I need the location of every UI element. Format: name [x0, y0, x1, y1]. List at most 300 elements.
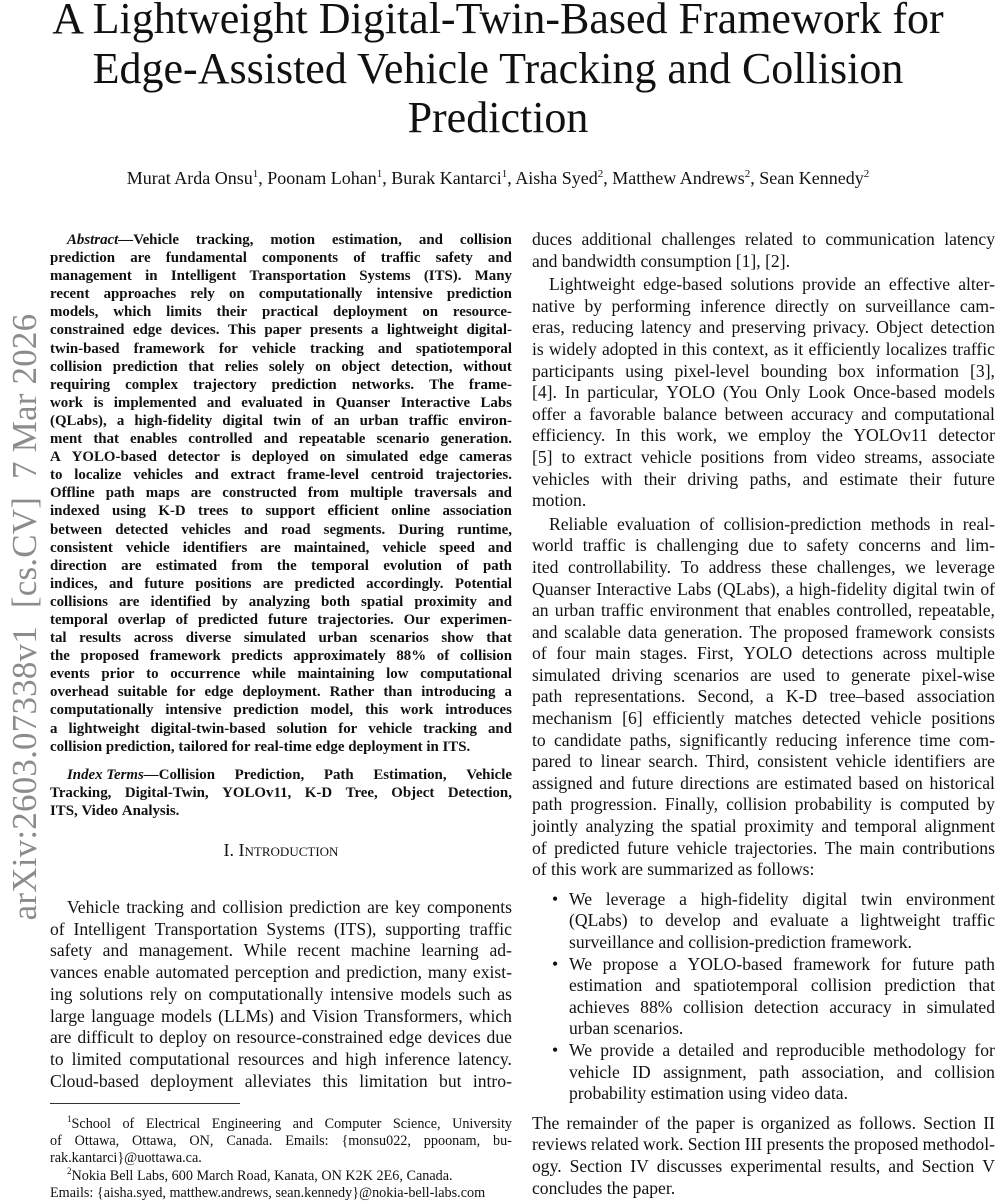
word: K2K	[345, 1167, 373, 1184]
word: multiple	[349, 485, 403, 502]
word: on	[228, 286, 245, 303]
word: vehicle	[125, 539, 170, 556]
word: and	[102, 940, 129, 961]
word: to	[50, 1048, 64, 1069]
word: traversals	[413, 485, 477, 502]
word: a	[785, 578, 794, 599]
word: high	[345, 1048, 377, 1069]
word: used	[782, 664, 816, 685]
word: results,	[829, 1155, 881, 1176]
word: suitable	[117, 684, 168, 701]
word: address	[708, 556, 762, 577]
text-line	[532, 1113, 995, 1135]
word: but	[439, 1070, 462, 1091]
word: sean.kennedy}@nokia-bell-labs.com	[275, 1184, 486, 1201]
word: ITS.	[442, 738, 471, 755]
text-line	[569, 954, 995, 976]
word: develop	[665, 910, 721, 931]
word: prediction	[271, 376, 337, 393]
text-line	[50, 521, 512, 539]
word: computationally	[208, 983, 324, 1004]
word: models,	[50, 304, 99, 321]
word: deployment	[333, 304, 408, 321]
text-line	[50, 249, 512, 267]
word: framework	[133, 340, 205, 357]
word: tracking	[126, 897, 184, 917]
word: effective	[888, 274, 951, 295]
word: rely	[149, 983, 178, 1004]
word: provide	[600, 1039, 655, 1060]
word: inference	[700, 295, 766, 316]
word: relies	[224, 358, 259, 375]
word: probability	[569, 1083, 647, 1104]
word: cameras	[459, 449, 512, 466]
word: experimen-	[440, 611, 512, 628]
word: of	[456, 557, 469, 574]
word: 2E6,	[376, 1167, 403, 1184]
word: Tracking,	[50, 785, 112, 802]
word: efficient	[327, 503, 379, 520]
word: positions	[931, 708, 995, 729]
word: experimental	[730, 1155, 823, 1176]
word: tal	[50, 630, 67, 647]
word: proximity	[414, 593, 477, 610]
text-line	[50, 962, 512, 984]
word: estimated	[784, 772, 852, 793]
word: search.	[648, 751, 698, 772]
word: consistent	[50, 539, 113, 556]
word: paper.	[632, 1177, 676, 1198]
word: path	[532, 686, 563, 707]
word: vehicle	[676, 837, 728, 858]
word: III	[744, 1134, 763, 1155]
word: discusses	[656, 1155, 723, 1176]
text-line	[532, 490, 995, 512]
word: generate	[850, 664, 911, 685]
word: environment	[906, 888, 995, 909]
word: recent	[50, 286, 90, 303]
word: additional	[581, 229, 652, 249]
word: trajectories.	[435, 467, 512, 484]
word: and	[532, 621, 558, 642]
author-name: Poonam Lohan	[267, 168, 377, 188]
word: Interactive	[400, 394, 471, 411]
word: are	[756, 772, 778, 793]
word: localize	[74, 467, 122, 484]
word: trajectories.	[317, 611, 394, 628]
text-line	[50, 285, 512, 303]
word: twin	[272, 412, 302, 429]
word: trajectory	[193, 376, 257, 393]
word: learning	[421, 940, 479, 961]
word: implemented	[113, 394, 197, 411]
word: detection	[930, 317, 995, 338]
word: detections	[801, 643, 874, 664]
word: inference	[384, 1048, 450, 1069]
word: K-D	[785, 686, 818, 707]
word: indices,	[50, 575, 98, 592]
text-line	[50, 683, 512, 701]
word: participants	[532, 360, 615, 381]
word: for	[974, 1039, 995, 1060]
word: computationally	[258, 286, 363, 303]
word: follows.	[858, 1112, 917, 1133]
word: prediction,	[346, 962, 422, 983]
paragraph	[532, 514, 995, 881]
text-line	[50, 430, 512, 448]
word: spatial	[361, 593, 404, 610]
text-line	[50, 394, 512, 412]
word: edge	[204, 684, 234, 701]
word: introducing	[421, 684, 496, 701]
word: framework	[855, 621, 933, 642]
word: controlled,	[836, 600, 913, 621]
word: of	[311, 412, 324, 429]
affiliation-mark: 1	[376, 168, 383, 180]
word: of	[436, 648, 450, 665]
text-line	[50, 267, 512, 285]
word: a	[679, 888, 687, 909]
word: driving	[611, 664, 663, 685]
bullet-icon: •	[552, 953, 559, 974]
word: online	[391, 503, 431, 520]
word: and	[599, 772, 625, 793]
word: and	[292, 1116, 314, 1132]
word: generation.	[440, 431, 512, 448]
text-line	[50, 484, 512, 502]
word: In	[564, 382, 580, 403]
word: concerns	[858, 535, 921, 556]
word: motion	[270, 232, 316, 248]
word: repeatable	[298, 431, 366, 448]
word: Video	[81, 803, 119, 820]
word: paper	[695, 1112, 735, 1133]
word: ment	[50, 431, 83, 448]
word: Digital-Twin,	[124, 785, 209, 802]
word: from	[773, 446, 808, 467]
word: Detection,	[447, 785, 512, 802]
word: ad-	[489, 940, 512, 961]
word: path	[105, 485, 135, 502]
word: detected	[802, 708, 861, 729]
word: lightweight	[68, 720, 140, 737]
section-heading-introduction	[50, 840, 512, 861]
word: is	[532, 338, 544, 359]
word: detector	[167, 449, 220, 466]
word: Transportation	[249, 268, 346, 285]
word: March	[196, 1167, 234, 1184]
word: to	[240, 503, 254, 520]
word: in	[312, 394, 326, 411]
word: Abstract—Vehicle	[67, 232, 179, 248]
word: Our	[403, 611, 431, 628]
word: methodology	[873, 1039, 967, 1060]
paper-title	[0, 0, 996, 143]
text-line	[50, 1133, 512, 1150]
word: and	[487, 250, 512, 267]
footnote	[50, 1165, 512, 1202]
word: associate	[931, 446, 995, 467]
word: methodol-	[922, 1134, 995, 1155]
word: of	[175, 611, 189, 628]
word: context,	[712, 338, 769, 359]
word: the	[50, 648, 70, 665]
word: centroid	[370, 467, 424, 484]
word: First,	[697, 643, 734, 664]
word: is	[635, 535, 647, 556]
word: consistent	[757, 751, 828, 772]
word: Intelligent	[73, 918, 146, 939]
word: of	[532, 837, 547, 858]
word: it	[793, 338, 804, 359]
word: detector	[938, 425, 995, 446]
text-line	[532, 557, 995, 579]
word: that	[968, 975, 995, 996]
word: ITS,	[50, 803, 78, 820]
inline-label: Index Terms—	[67, 767, 159, 783]
word: Quanser	[532, 578, 591, 599]
text-line	[532, 600, 995, 622]
word: intensive	[329, 983, 394, 1004]
arxiv-identifier-sidebar: arXiv:2603.07338v1 [cs.CV] 7 Mar 2026	[5, 313, 44, 921]
author-list	[0, 168, 996, 189]
word: related	[744, 229, 793, 249]
word: (QLabs),	[717, 578, 781, 599]
word: both	[321, 593, 350, 610]
word: preserving	[731, 317, 806, 338]
word: representations.	[574, 686, 686, 707]
word: work	[50, 394, 84, 411]
author-separator: ,	[603, 168, 613, 188]
word: maintained,	[293, 539, 370, 556]
text-line	[50, 376, 512, 394]
word: time	[919, 729, 951, 750]
text-line	[532, 425, 995, 447]
word: devices	[427, 1027, 481, 1048]
author-separator: ,	[258, 168, 268, 188]
word: Bell	[109, 1167, 134, 1184]
word: challenging	[656, 535, 739, 556]
word: adopted	[601, 338, 658, 359]
word: between	[50, 521, 103, 538]
word: to	[639, 910, 654, 931]
word: a	[116, 412, 125, 429]
word: prediction	[884, 975, 956, 996]
word: propose	[602, 953, 659, 974]
word: prediction	[112, 358, 178, 375]
word: Third,	[705, 751, 750, 772]
word: YOLO-based	[71, 449, 157, 466]
word: Transformers,	[364, 1005, 463, 1026]
word: and	[487, 539, 512, 556]
word: controlled	[188, 431, 253, 448]
word: using	[625, 360, 664, 381]
word: proposed	[783, 621, 849, 642]
word: lightweight	[860, 910, 941, 931]
word: an	[532, 600, 549, 621]
author-separator: ,	[382, 168, 392, 188]
word: resources	[237, 1048, 305, 1069]
word: proposed	[80, 648, 140, 665]
word: recent	[297, 940, 341, 961]
word: leverage	[605, 888, 666, 909]
word: reviews	[532, 1134, 587, 1155]
text-line	[532, 1178, 995, 1200]
affiliation-mark: 1	[252, 168, 259, 180]
word: frame-	[468, 376, 512, 393]
word: YOLOv11,	[222, 785, 292, 802]
word: and	[418, 232, 443, 248]
word: scalable	[564, 621, 621, 642]
word: solely	[268, 358, 305, 375]
word: multiple	[936, 643, 995, 664]
word: traffic	[952, 338, 995, 359]
text-line	[50, 784, 512, 802]
word: lim-	[965, 535, 995, 556]
word: and	[742, 1039, 768, 1060]
word: approximately	[293, 648, 386, 665]
text-line	[50, 738, 512, 756]
word: which	[113, 304, 152, 321]
word: object	[341, 358, 381, 375]
word: Quanser	[335, 394, 391, 411]
section-number: I.	[223, 840, 235, 860]
word: Intelligent	[170, 268, 237, 285]
word: vehicle	[870, 708, 922, 729]
text-line	[532, 665, 995, 687]
word: Second,	[697, 686, 754, 707]
word: contributions	[902, 837, 995, 858]
word: The	[749, 621, 777, 642]
word: main	[595, 643, 631, 664]
word: direction	[50, 557, 107, 574]
word: to	[139, 1027, 154, 1048]
bullet-icon: •	[552, 888, 559, 909]
word: to	[783, 535, 797, 556]
word: enable	[103, 962, 150, 983]
word: across	[882, 643, 927, 664]
word: efficiency.	[532, 425, 606, 446]
word: pixel-wise	[921, 664, 995, 685]
word: alter-	[958, 274, 995, 295]
word: for	[338, 720, 358, 737]
author-name: Murat Arda Onsu	[126, 168, 253, 188]
word: Section	[923, 1112, 977, 1133]
word: as	[737, 859, 753, 880]
word: on	[905, 772, 923, 793]
word: efficiently	[808, 338, 881, 359]
word: from	[307, 485, 339, 502]
word: this	[681, 338, 708, 359]
word: and	[532, 250, 558, 271]
word: and	[487, 593, 512, 610]
word: $^1$School	[67, 1114, 111, 1132]
word: urban	[554, 600, 595, 621]
word: an	[333, 412, 350, 429]
word: that	[188, 358, 215, 375]
word: This	[227, 322, 256, 339]
word: digital	[892, 578, 938, 599]
word: progression.	[570, 794, 657, 815]
word: limitation	[359, 1070, 428, 1091]
word: based	[858, 772, 899, 793]
word: introduces	[445, 702, 512, 719]
word: 88%	[396, 648, 427, 665]
word: methods	[870, 513, 931, 534]
word: a	[765, 686, 774, 707]
word: Section	[569, 1155, 623, 1176]
word: Labs	[480, 394, 512, 411]
word: Once-based	[853, 382, 937, 403]
word: detected	[115, 521, 169, 538]
word: {monsu022,	[341, 1133, 411, 1150]
word: traffic	[952, 910, 995, 931]
word: performing	[611, 295, 691, 316]
word: and	[655, 975, 681, 996]
word: of	[532, 643, 547, 664]
word: Vehicle	[67, 897, 120, 917]
word: pared	[532, 751, 572, 772]
word: and	[190, 897, 216, 917]
word: presents	[309, 322, 363, 339]
word: latency	[944, 229, 995, 249]
text-line	[50, 340, 512, 358]
paragraph	[532, 1113, 995, 1199]
word: edge	[388, 1027, 423, 1048]
word: urban	[318, 630, 358, 647]
word: collision	[222, 897, 283, 917]
word: is	[93, 394, 104, 411]
word: and	[930, 535, 956, 556]
word: predicted	[554, 837, 620, 858]
word: is	[230, 449, 241, 466]
word: these	[771, 556, 808, 577]
word: tree–based	[829, 686, 905, 707]
word: on	[212, 1027, 231, 1048]
word: computational	[420, 666, 512, 683]
word: Path	[323, 767, 354, 783]
word: and	[377, 340, 402, 357]
word: information	[875, 360, 959, 381]
text-line	[569, 1062, 995, 1084]
word: on	[838, 295, 856, 316]
word: identifiers	[894, 751, 966, 772]
text-line	[532, 708, 995, 730]
text-line	[569, 1083, 995, 1105]
word: eras,	[532, 317, 565, 338]
word: controllability.	[568, 556, 671, 577]
word: this	[322, 1070, 348, 1091]
text-line	[569, 1040, 995, 1062]
word: temporal	[854, 816, 917, 837]
word: deployment	[348, 738, 423, 755]
word: a	[840, 910, 849, 931]
word: offer	[532, 403, 566, 424]
word: achieves	[569, 996, 630, 1017]
text-line	[50, 1027, 512, 1049]
word: stages.	[639, 643, 688, 664]
word: four	[556, 643, 586, 664]
word: practical	[261, 304, 319, 321]
word: Lightweight	[549, 274, 636, 295]
word: prediction	[446, 286, 512, 303]
word: high-fidelity	[700, 888, 789, 909]
author-separator: ,	[750, 168, 760, 188]
word: video	[816, 446, 856, 467]
word: Cloud-based	[50, 1070, 139, 1091]
word: than	[383, 684, 413, 701]
word: digital	[222, 412, 263, 429]
